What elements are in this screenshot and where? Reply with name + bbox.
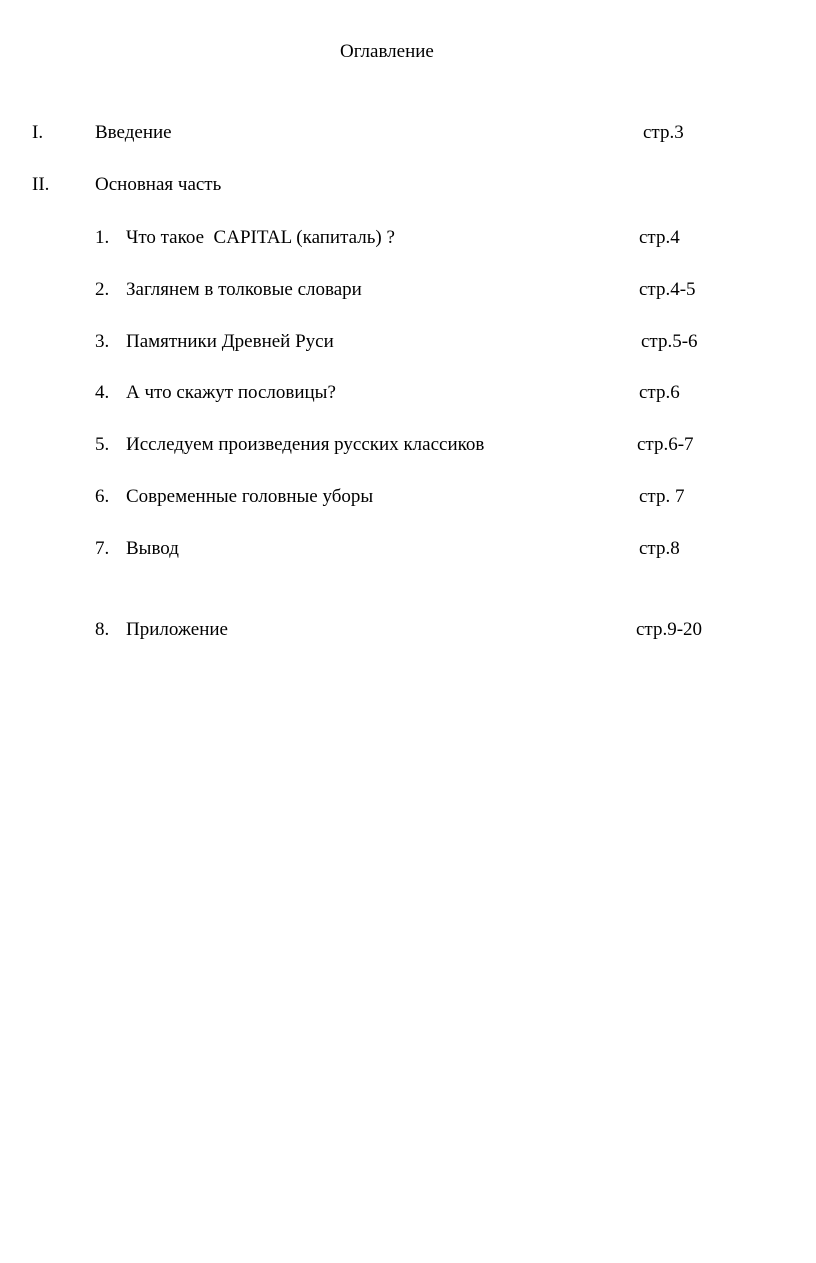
section-page: стр.3	[643, 122, 684, 143]
toc-item-number: 4.	[95, 382, 110, 403]
toc-item-label: Вывод	[126, 538, 179, 559]
toc-item-number: 5.	[95, 434, 110, 455]
toc-item-label: Приложение	[126, 619, 228, 640]
toc-item-number: 2.	[95, 279, 110, 300]
toc-item-label: Что такое CAPITAL (капиталь) ?	[126, 227, 395, 248]
section-label: Введение	[95, 122, 172, 143]
toc-item-page: стр.6-7	[637, 434, 694, 455]
toc-item-label: Заглянем в толковые словари	[126, 279, 362, 300]
toc-item-label: А что скажут пословицы?	[126, 382, 336, 403]
toc-item-page: стр.4-5	[639, 279, 696, 300]
toc-item-page: стр.6	[639, 382, 680, 403]
toc-item-page: стр.5-6	[641, 331, 698, 352]
toc-item-number: 8.	[95, 619, 110, 640]
toc-item-number: 1.	[95, 227, 110, 248]
toc-item-label: Исследуем произведения русских классиков	[126, 434, 485, 455]
section-numeral: II.	[32, 174, 50, 195]
toc-item-number: 7.	[95, 538, 110, 559]
toc-item-number: 3.	[95, 331, 110, 352]
toc-item-page: стр.8	[639, 538, 680, 559]
toc-item-label: Современные головные уборы	[126, 486, 374, 507]
toc-item-page: стр. 7	[639, 486, 685, 507]
section-label: Основная часть	[95, 174, 222, 195]
toc-item-page: стр.9-20	[636, 619, 703, 640]
toc-item-label: Памятники Древней Руси	[126, 331, 334, 352]
page-title: Оглавление	[340, 41, 434, 62]
toc-item-page: стр.4	[639, 227, 680, 248]
toc-item-number: 6.	[95, 486, 110, 507]
section-numeral: I.	[32, 122, 44, 143]
